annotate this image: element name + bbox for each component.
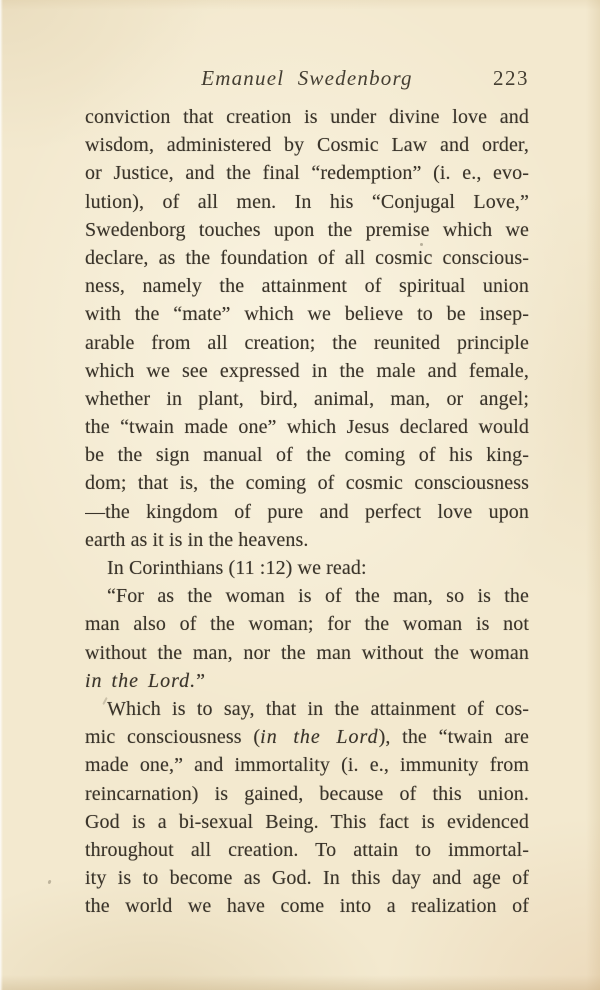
text-line	[85, 610, 529, 638]
italic-text-segment: in the Lord.	[85, 669, 197, 692]
text-segment: Swedenborg touches upon the premise which we	[85, 218, 529, 241]
text-segment: throughout all creation. To attain to immortal-	[85, 838, 529, 861]
text-line	[85, 385, 529, 413]
text-line	[85, 554, 529, 582]
text-segment: declare, as the foundation of all cosmic conscious-	[85, 246, 529, 269]
text-line	[85, 582, 529, 610]
text-line	[85, 469, 529, 497]
text-line	[85, 272, 529, 300]
paragraph	[85, 554, 529, 582]
text-line	[85, 667, 529, 695]
text-line	[85, 103, 529, 131]
text-segment: which we see expressed in the male and female,	[85, 359, 529, 382]
text-line	[85, 441, 529, 469]
text-line	[85, 244, 529, 272]
text-segment: reincarnation) is gained, because of this union.	[85, 782, 529, 805]
text-block	[85, 103, 529, 920]
text-segment: ness, namely the attainment of spiritual union	[85, 275, 529, 298]
text-segment: In Corinthians (11 :12) we read:	[107, 557, 367, 579]
text-line	[85, 131, 529, 159]
text-line	[85, 639, 529, 667]
text-segment: man also of the woman; for the woman is not	[85, 613, 529, 636]
paragraph	[85, 103, 529, 554]
text-line	[85, 159, 529, 187]
text-segment: ity is to become as God. In this day and age of	[85, 867, 529, 890]
text-line	[85, 357, 529, 385]
text-line	[85, 329, 529, 357]
running-header	[85, 64, 529, 92]
text-segment: lution), of all men. In his “Conjugal Love,”	[85, 190, 529, 213]
text-segment: —the kingdom of pure and perfect love upon	[85, 500, 529, 523]
text-segment: be the sign manual of the coming of his king-	[85, 444, 529, 467]
text-line	[85, 751, 529, 779]
text-segment: conviction that creation is under divine love and	[85, 106, 529, 128]
text-segment: God is a bi-sexual Being. This fact is evidenced	[85, 810, 529, 833]
text-line	[85, 780, 529, 808]
text-line	[85, 216, 529, 244]
page-number: 223	[493, 66, 529, 90]
text-segment: with the “mate” which we believe to be insep-	[85, 303, 529, 326]
text-segment: arable from all creation; the reunited principle	[85, 331, 529, 354]
text-segment: without the man, nor the man without the woman	[85, 641, 529, 664]
text-segment: or Justice, and the final “redemption” (i. e., evo-	[85, 162, 529, 185]
text-segment: Which is to say, that in the attainment of cos-	[107, 697, 529, 720]
page-header-title: Emanuel Swedenborg	[201, 66, 413, 90]
text-line	[85, 808, 529, 836]
text-line	[85, 188, 529, 216]
text-segment: “For as the woman is of the man, so is the	[107, 585, 529, 608]
text-segment: mic consciousness (	[85, 726, 261, 749]
text-line	[85, 695, 529, 723]
text-segment: whether in plant, bird, animal, man, or angel;	[85, 387, 529, 410]
text-segment: earth as it is in the heavens.	[85, 528, 309, 551]
text-line	[85, 836, 529, 864]
ink-speck	[47, 880, 51, 885]
text-line	[85, 498, 529, 526]
paragraph	[85, 582, 529, 695]
text-line	[85, 413, 529, 441]
text-segment: the “twain made one” which Jesus declared would	[85, 416, 529, 439]
text-line	[85, 723, 529, 751]
italic-text-segment: in the Lord	[260, 726, 379, 749]
text-segment: the world we have come into a realization of	[85, 895, 529, 918]
text-line	[85, 864, 529, 892]
text-segment: ), the “twain are	[378, 726, 529, 749]
text-line	[85, 892, 529, 920]
text-segment: dom; that is, the coming of cosmic consciousness	[85, 472, 529, 495]
paragraph	[85, 695, 529, 921]
text-line	[85, 300, 529, 328]
ink-speck	[420, 243, 423, 246]
text-line	[85, 526, 529, 554]
text-segment: wisdom, administered by Cosmic Law and order,	[85, 134, 529, 157]
text-segment: ”	[196, 669, 206, 692]
text-segment: made one,” and immortality (i. e., immunity from	[85, 754, 529, 777]
